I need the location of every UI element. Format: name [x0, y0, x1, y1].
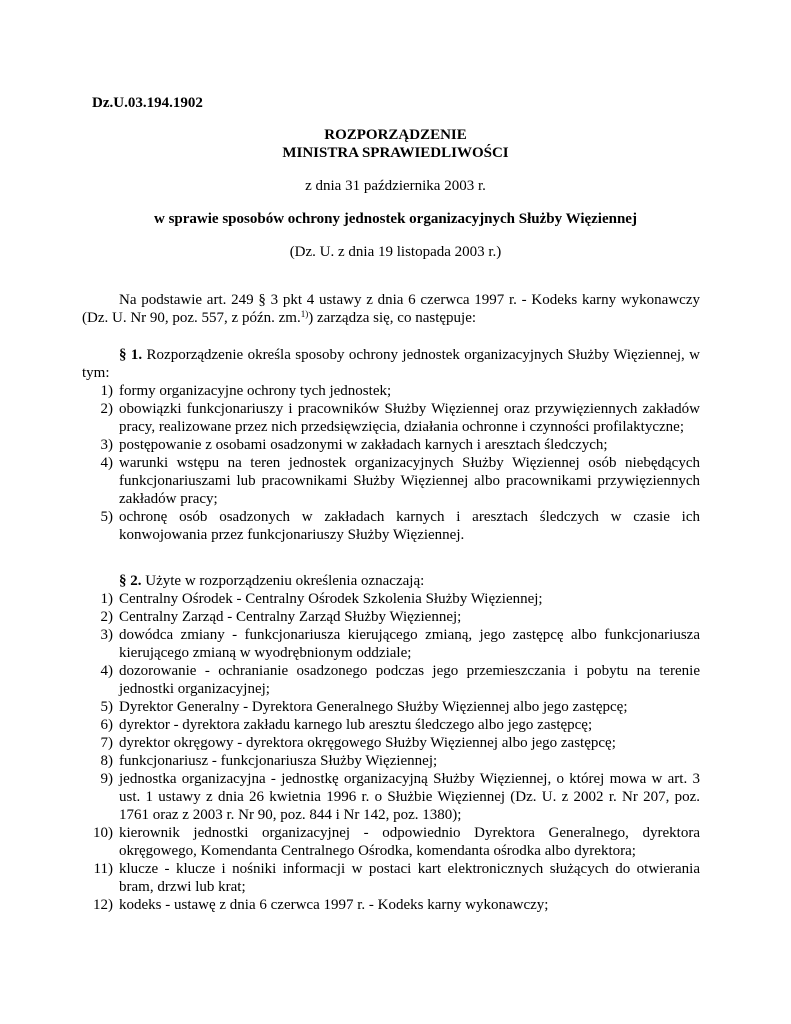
- list-item: [82, 662, 700, 698]
- section-1-text: Rozporządzenie określa sposoby ochrony jednostek organizacyjnych Służby Więziennej, w tym:: [82, 347, 701, 381]
- list-item-text: jednostka organizacyjna - jednostkę organizacyjną Służby Więziennej, o której mowa w art. 3 ust. 1 ustawy z dnia 26 kwietnia 1996 r. o Służbie Więziennej (Dz. U. z 2002 r. Nr 207, poz. 1761 oraz z 2003 r. Nr 90, poz. 844 i Nr 142, poz. 1380);: [119, 771, 700, 823]
- list-item-text: ochronę osób osadzonych w zakładach karnych i aresztach śledczych w czasie ich konwojowania przez funkcjonariuszy Służby Więziennej.: [119, 509, 700, 543]
- list-item-number: 1): [100, 591, 113, 607]
- intro-paragraph: [82, 291, 700, 327]
- list-item-text: dozorowanie - ochranianie osadzonego podczas jego przemieszczania i pobytu na terenie jednostki organizacyjnej;: [119, 663, 700, 697]
- document-subject: w sprawie sposobów ochrony jednostek organizacyjnych Służby Więziennej: [154, 211, 637, 227]
- document-reference: Dz.U.03.194.1902: [92, 95, 203, 111]
- list-item: [82, 382, 700, 400]
- section-2: [82, 572, 700, 914]
- intro-text-end: ) zarządza się, co następuje:: [308, 310, 477, 326]
- publication-info: (Dz. U. z dnia 19 listopada 2003 r.): [289, 244, 502, 260]
- list-item-number: 3): [100, 437, 113, 453]
- list-item: [82, 590, 700, 608]
- list-item-number: 5): [100, 699, 113, 715]
- list-item-number: 2): [100, 609, 113, 625]
- list-item: [82, 752, 700, 770]
- section-1-heading: [82, 346, 700, 382]
- list-item-number: 3): [100, 627, 113, 643]
- document-title-line1: ROZPORZĄDZENIE: [324, 127, 467, 143]
- list-item-number: 7): [100, 735, 113, 751]
- list-item: [82, 436, 700, 454]
- list-item-number: 5): [100, 509, 113, 525]
- list-item-number: 10): [93, 825, 113, 841]
- section-2-label: § 2.: [119, 573, 142, 589]
- list-item: [82, 734, 700, 752]
- list-item: [82, 508, 700, 544]
- footnote-marker: 1): [300, 309, 309, 319]
- intro-text: Na podstawie art. 249 § 3 pkt 4 ustawy z dnia 6 czerwca 1997 r. - Kodeks karny wykonawczy (Dz. U. Nr 90, poz. 557, z późn. zm.: [82, 292, 700, 326]
- list-item-number: 2): [100, 401, 113, 417]
- list-item-text: dowódca zmiany - funkcjonariusza kierującego zmianą, jego zastępcę albo funkcjonariusza kierującego zmianą w wyodrębnionym oddziale;: [119, 627, 700, 661]
- section-2-heading: [82, 572, 700, 590]
- list-item-number: 12): [93, 897, 113, 913]
- section-1-list: [82, 382, 700, 544]
- section-1: [82, 346, 700, 544]
- list-item: [82, 698, 700, 716]
- section-1-label: § 1.: [119, 347, 143, 363]
- list-item: [82, 824, 700, 860]
- list-item: [82, 608, 700, 626]
- list-item-text: kierownik jednostki organizacyjnej - odpowiednio Dyrektora Generalnego, dyrektora okręgowego, Komendanta Centralnego Ośrodka, komendanta ośrodka albo dyrektora;: [119, 825, 700, 859]
- section-2-list: [82, 590, 700, 914]
- list-item-number: 8): [100, 753, 113, 769]
- section-2-text: Użyte w rozporządzeniu określenia oznaczają:: [141, 573, 425, 589]
- list-item: [82, 716, 700, 734]
- list-item-text: dyrektor - dyrektora zakładu karnego lub aresztu śledczego albo jego zastępcę;: [119, 717, 593, 733]
- list-item: [82, 400, 700, 436]
- list-item-text: Dyrektor Generalny - Dyrektora Generalnego Służby Więziennej albo jego zastępcę;: [119, 699, 628, 715]
- list-item-text: Centralny Ośrodek - Centralny Ośrodek Szkolenia Służby Więziennej;: [119, 591, 543, 607]
- list-item-text: funkcjonariusz - funkcjonariusza Służby Więziennej;: [119, 753, 438, 769]
- list-item-text: dyrektor okręgowy - dyrektora okręgowego Służby Więziennej albo jego zastępcę;: [119, 735, 616, 751]
- list-item-text: warunki wstępu na teren jednostek organizacyjnych Służby Więziennej osób niebędących funkcjonariuszami lub pracownikami Służby Więziennej albo pracownikami przywięziennych zakładów pracy;: [119, 455, 700, 507]
- list-item-text: formy organizacyjne ochrony tych jednostek;: [119, 383, 392, 399]
- list-item-number: 6): [100, 717, 113, 733]
- list-item-number: 4): [100, 663, 113, 679]
- list-item-text: postępowanie z osobami osadzonymi w zakładach karnych i aresztach śledczych;: [119, 437, 608, 453]
- list-item-text: Centralny Zarząd - Centralny Zarząd Służby Więziennej;: [119, 609, 462, 625]
- list-item: [82, 896, 700, 914]
- list-item: [82, 454, 700, 508]
- list-item-text: klucze - klucze i nośniki informacji w postaci kart elektronicznych służących do otwierania bram, drzwi lub krat;: [119, 861, 700, 895]
- document-date: z dnia 31 października 2003 r.: [305, 178, 486, 194]
- list-item: [82, 626, 700, 662]
- document-title-line2: MINISTRA SPRAWIEDLIWOŚCI: [282, 145, 509, 161]
- list-item-number: 11): [93, 861, 113, 877]
- list-item-text: obowiązki funkcjonariuszy i pracowników Służby Więziennej oraz przywięziennych zakładów pracy, realizowane przez nich przedsięwzięcia, działania ochronne i czynności profilaktyczne;: [119, 401, 700, 435]
- list-item-text: kodeks - ustawę z dnia 6 czerwca 1997 r. - Kodeks karny wykonawczy;: [119, 897, 549, 913]
- list-item: [82, 770, 700, 824]
- list-item-number: 4): [100, 455, 113, 471]
- list-item-number: 1): [100, 383, 113, 399]
- list-item-number: 9): [100, 771, 113, 787]
- list-item: [82, 860, 700, 896]
